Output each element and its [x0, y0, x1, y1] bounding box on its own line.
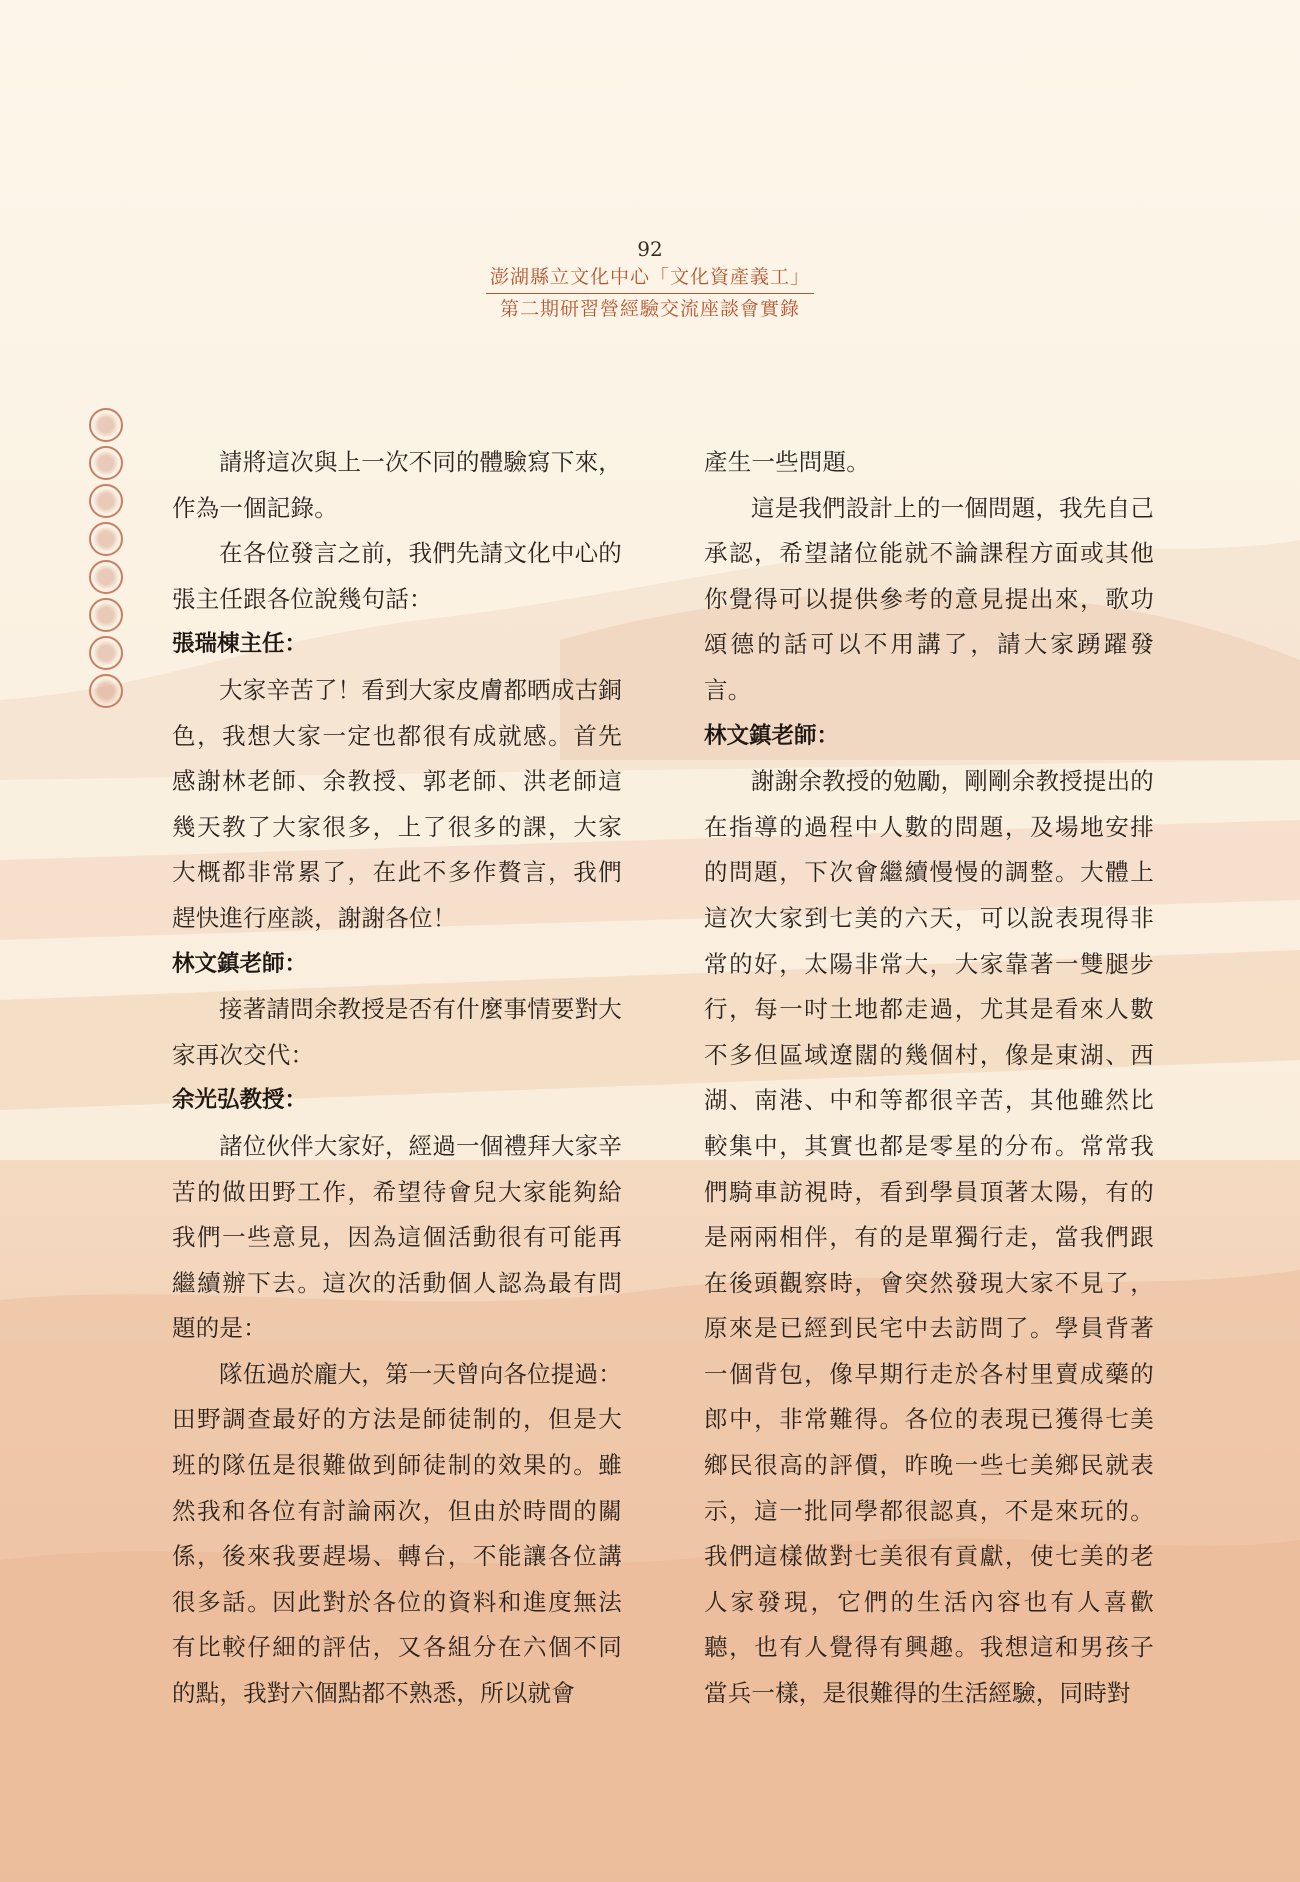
left-column: [172, 440, 622, 1717]
paragraph: 接著請問余教授是否有什麼事情要對大家再次交代：: [172, 995, 622, 1069]
paragraph: 請將這次與上一次不同的體驗寫下來，作為一個記錄。: [172, 448, 622, 522]
speaker-label: 余光弘教授：: [172, 1087, 308, 1114]
speaker-label: 張瑞棟主任：: [172, 631, 308, 658]
seal-icon: [89, 484, 123, 518]
paragraph: 產生一些問題。: [704, 448, 870, 476]
paragraph: 隊伍過於龐大，第一天曾向各位提過：田野調查最好的方法是師徒制的，但是大班的隊伍是很難做到師徒制的效果的。雖然我和各位有討論兩次，但由於時間的關係，後來我要趕場、轉台，不能讓各位講很多話。因此對於各位的資料和進度無法有比較仔細的評估，又各組分在六個不同的點，我對六個點都不熟悉，所以就會: [172, 1359, 622, 1708]
seal-decoration-column: [84, 408, 128, 712]
paragraph: 大家辛苦了！看到大家皮膚都晒成古銅色，我想大家一定也都很有成就感。首先感謝林老師、余教授、郭老師、洪老師這幾天教了大家很多，上了很多的課，大家大概都非常累了，在此不多作贅言，我們趕快進行座談，謝謝各位！: [172, 675, 622, 932]
speaker-label: 林文鎮老師：: [172, 950, 308, 977]
seal-icon: [89, 446, 123, 480]
seal-icon: [89, 560, 123, 594]
paragraph: 謝謝余教授的勉勵，剛剛余教授提出的在指導的過程中人數的問題，及場地安排的問題，下次會繼續慢慢的調整。大體上這次大家到七美的六天，可以說表現得非常的好，太陽非常大，大家靠著一雙腿步行，每一吋土地都走過，尤其是看來人數不多但區域遼闊的幾個村，像是東湖、西湖、南港、中和等都很辛苦，其他雖然比較集中，其實也都是零星的分布。常常我們騎車訪視時，看到學員頂著太陽，有的是兩兩相伴，有的是單獨行走，當我們跟在後頭觀察時，會突然發現大家不見了，原來是已經到民宅中去訪問了。學員背著一個背包，像早期行走於各村里賣成藥的郎中，非常難得。各位的表現已獲得七美鄉民很高的評價，昨晚一些七美鄉民就表示，這一批同學都很認真，不是來玩的。我們這樣做對七美很有貢獻，使七美的老人家發現，它們的生活內容也有人喜歡聽，也有人覺得有興趣。我想這和男孩子當兵一樣，是很難得的生活經驗，同時對: [704, 767, 1154, 1708]
seal-icon: [89, 522, 123, 556]
seal-icon: [89, 674, 123, 708]
paragraph: 在各位發言之前，我們先請文化中心的張主任跟各位說幾句話：: [172, 539, 622, 613]
speaker-label: 林文鎮老師：: [704, 722, 840, 749]
right-column: [704, 440, 1154, 1717]
seal-icon: [89, 636, 123, 670]
seal-icon: [89, 598, 123, 632]
header-title-line2: 第二期研習營經驗交流座談會實錄: [499, 298, 800, 320]
seal-icon: [89, 408, 123, 442]
header-title-line1: 澎湖縣立文化中心「文化資產義工」: [486, 262, 814, 294]
paragraph: 諸位伙伴大家好，經過一個禮拜大家辛苦的做田野工作，希望待會兒大家能夠給我們一些意見，因為這個活動很有可能再繼續辦下去。這次的活動個人認為最有問題的是：: [172, 1131, 622, 1343]
page-header: [0, 236, 1300, 324]
page-number: 92: [637, 237, 663, 261]
paragraph: 這是我們設計上的一個問題，我先自己承認，希望諸位能就不論課程方面或其他你覺得可以提供參考的意見提出來，歌功頌德的話可以不用講了，請大家踴躍發言。: [704, 493, 1154, 704]
